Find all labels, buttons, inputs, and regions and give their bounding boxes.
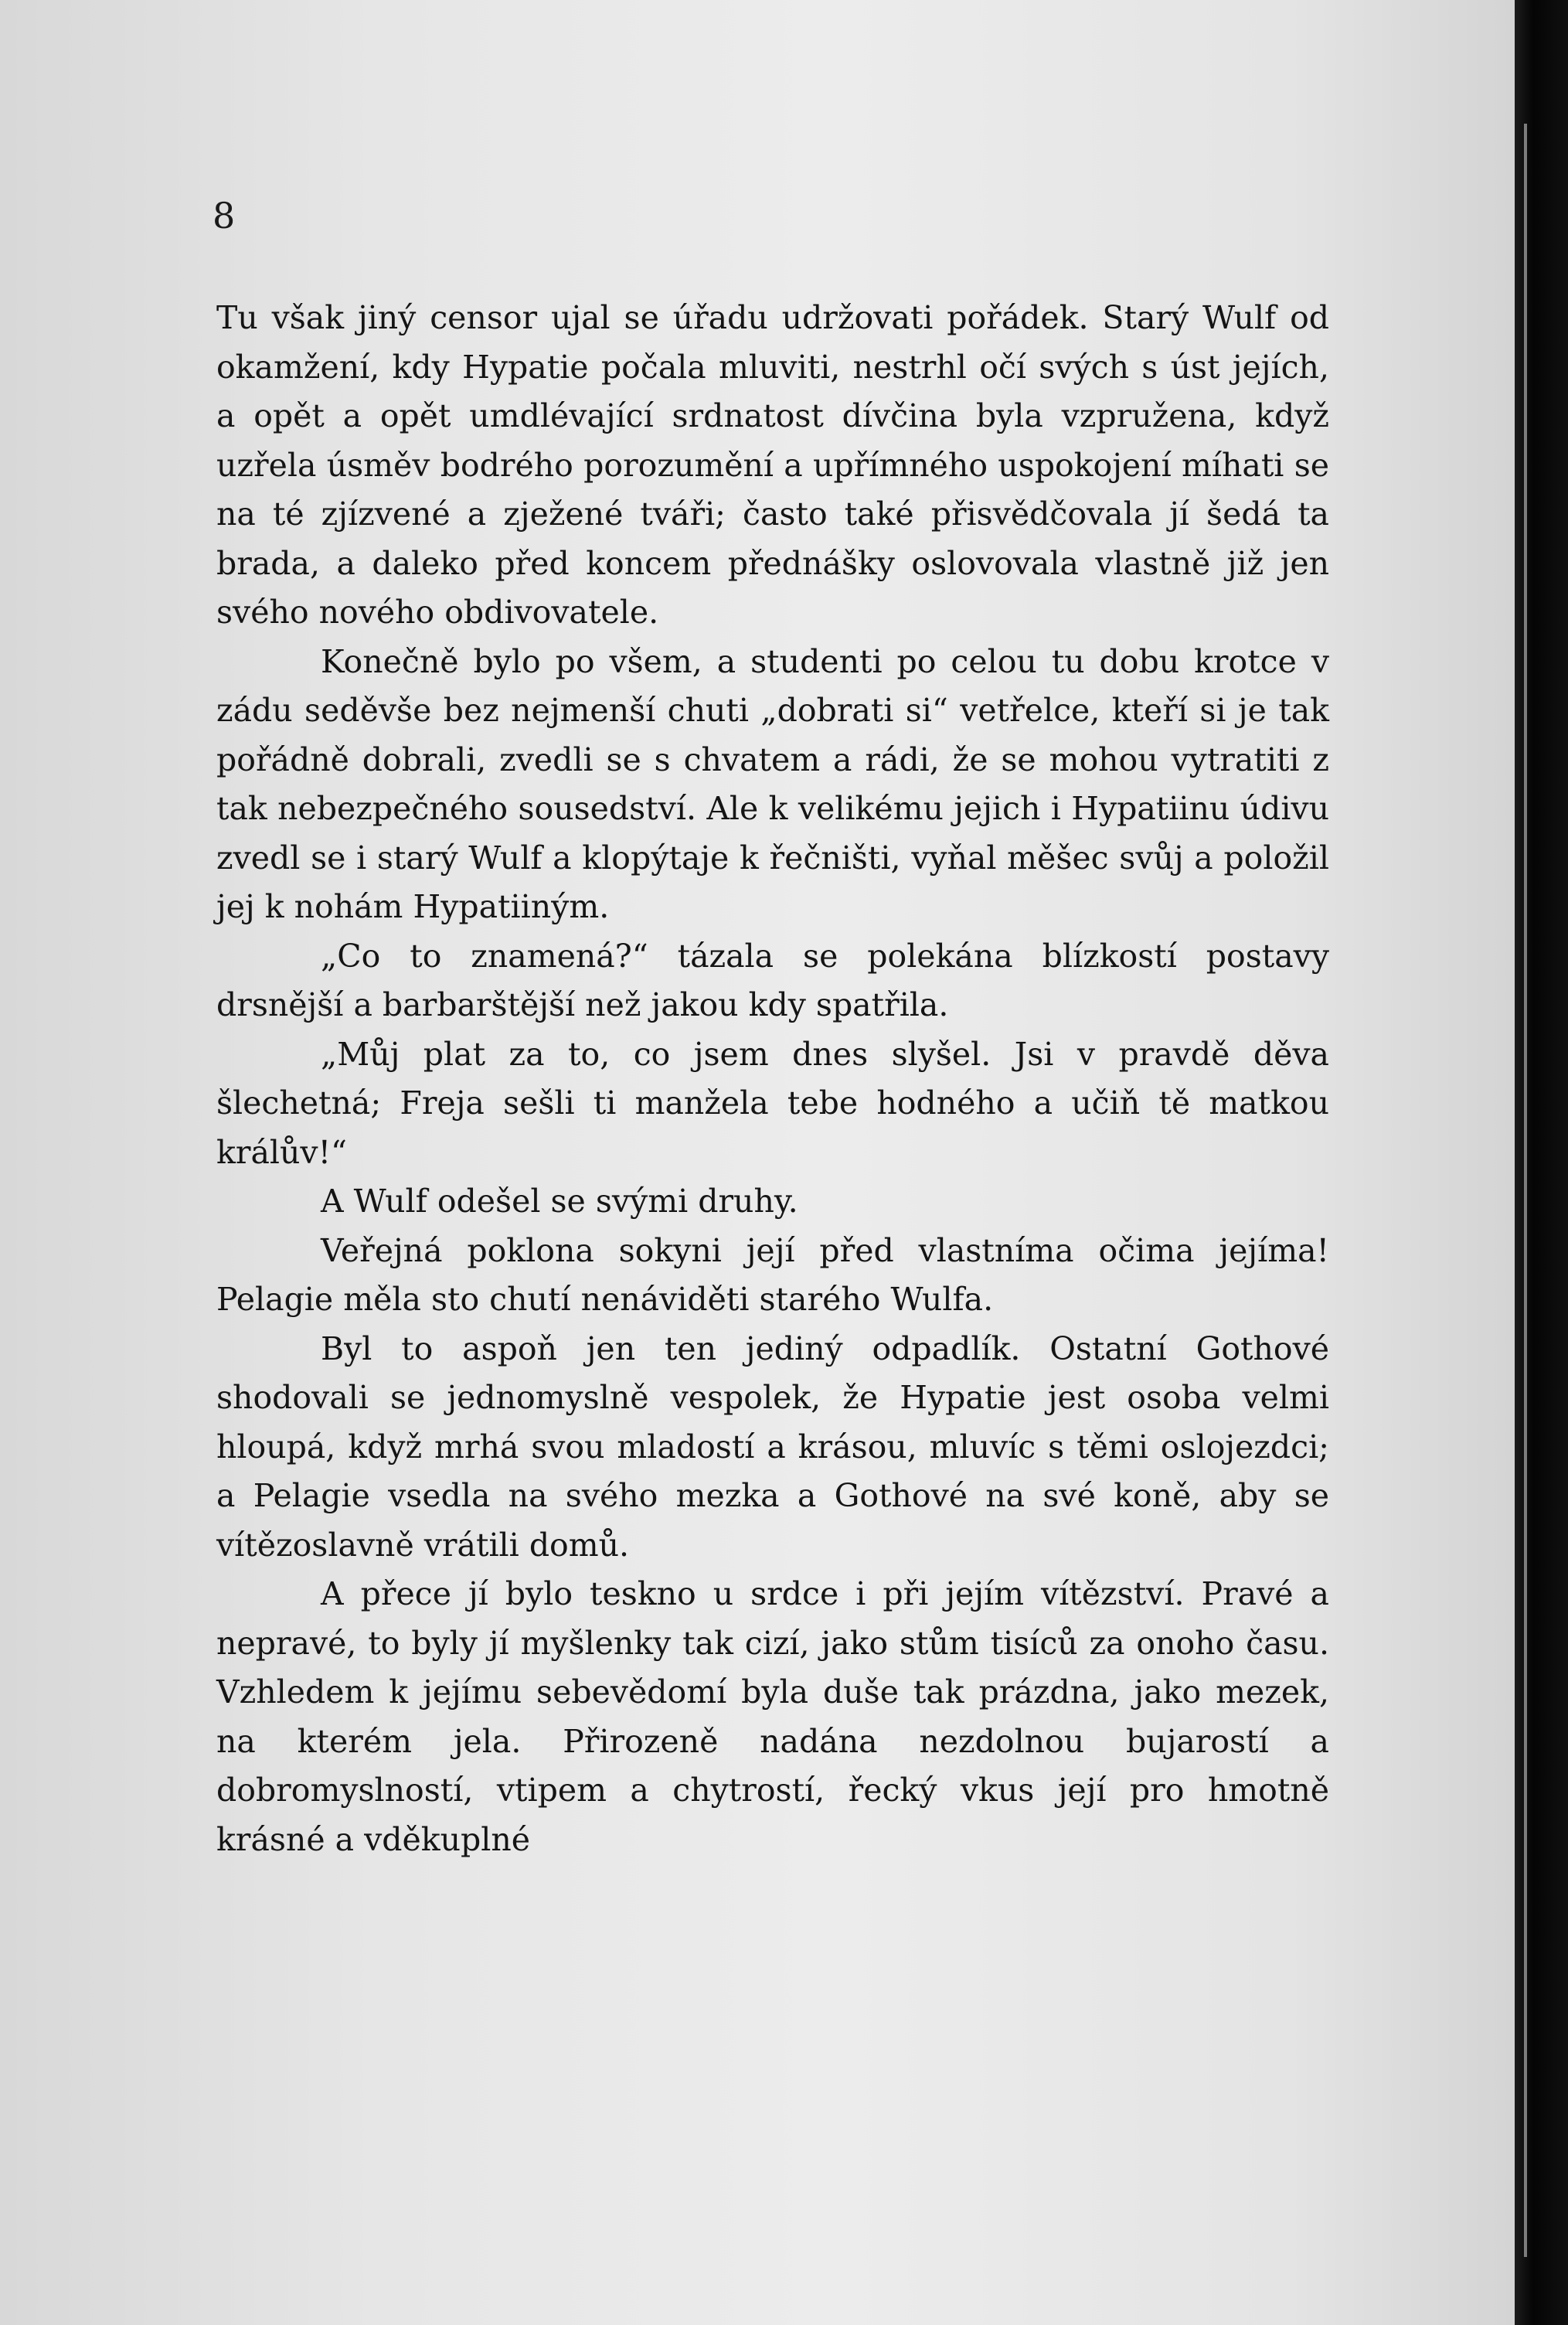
paragraph-1: Tu však jiný censor ujal se úřadu udržovati pořádek. Starý Wulf od okamžení, kdy Hypatie počala mluviti, nestrhl očí svých s úst jejích, a opět a opět umdlévající srdnatost dívčina byla vzpružena, když uzřela úsměv bodrého porozumění a upřímného uspokojení míhati se na té zjízvené a zježené tváři; často také přisvědčovala jí šedá ta brada, a daleko před koncem přednášky oslovovala vlastně již jen svého nového obdivovatele. — [216, 299, 1329, 631]
body-text — [216, 294, 1329, 1864]
paragraph-5: A Wulf odešel se svými druhy. — [321, 1183, 798, 1220]
paragraph-6: Veřejná poklona sokyni její před vlastníma očima jejíma! Pelagie měla sto chutí nenáviděti starého Wulfa. — [216, 1231, 1329, 1318]
paragraph-3: „Co to znamená?“ tázala se polekána blízkostí postavy drsnější a barbarštější než jakou kdy spatřila. — [216, 937, 1329, 1023]
page-edge-shadow — [1515, 0, 1568, 2325]
paragraph-2: Konečně bylo po všem, a studenti po celou tu dobu krotce v zádu seděvše bez nejmenší chuti „dobrati si“ vetřelce, kteří si je tak pořádně dobrali, zvedli se s chvatem a rádi, že se mohou vytratiti z tak nebezpečného sousedství. Ale k velikému jejich i Hypatiinu údivu zvedl se i starý Wulf a klopýtaje k řečništi, vyňal měšec svůj a položil jej k nohám Hypatiiným. — [216, 642, 1329, 925]
paragraph-8: A přece jí bylo teskno u srdce i při jejím vítězství. Pravé a nepravé, to byly jí myšlenky tak cizí, jako stům tisíců za onoho času. Vzhledem k jejímu sebevědomí byla duše tak prázdna, jako mezek, na kterém jela. Přirozeně nadána nezdolnou bujarostí a dobromyslností, vtipem a chytrostí, řecký vkus její pro hmotně krásné a vděkuplné — [216, 1575, 1329, 1858]
paragraph-4: „Můj plat za to, co jsem dnes slyšel. Jsi v pravdě děva šlechetná; Freja sešli ti manžela tebe hodného a učiň tě matkou králův!“ — [216, 1035, 1329, 1171]
page-number: 8 — [213, 195, 236, 237]
paragraph-7: Byl to aspoň jen ten jediný odpadlík. Ostatní Gothové shodovali se jednomyslně vespolek, že Hypatie jest osoba velmi hloupá, když mrhá svou mladostí a krásou, mluvíc s těmi oslojezdci; a Pelagie vsedla na svého mezka a Gothové na své koně, aby se vítězoslavně vrátili domů. — [216, 1329, 1329, 1564]
page-edge-line — [1524, 124, 1527, 2257]
